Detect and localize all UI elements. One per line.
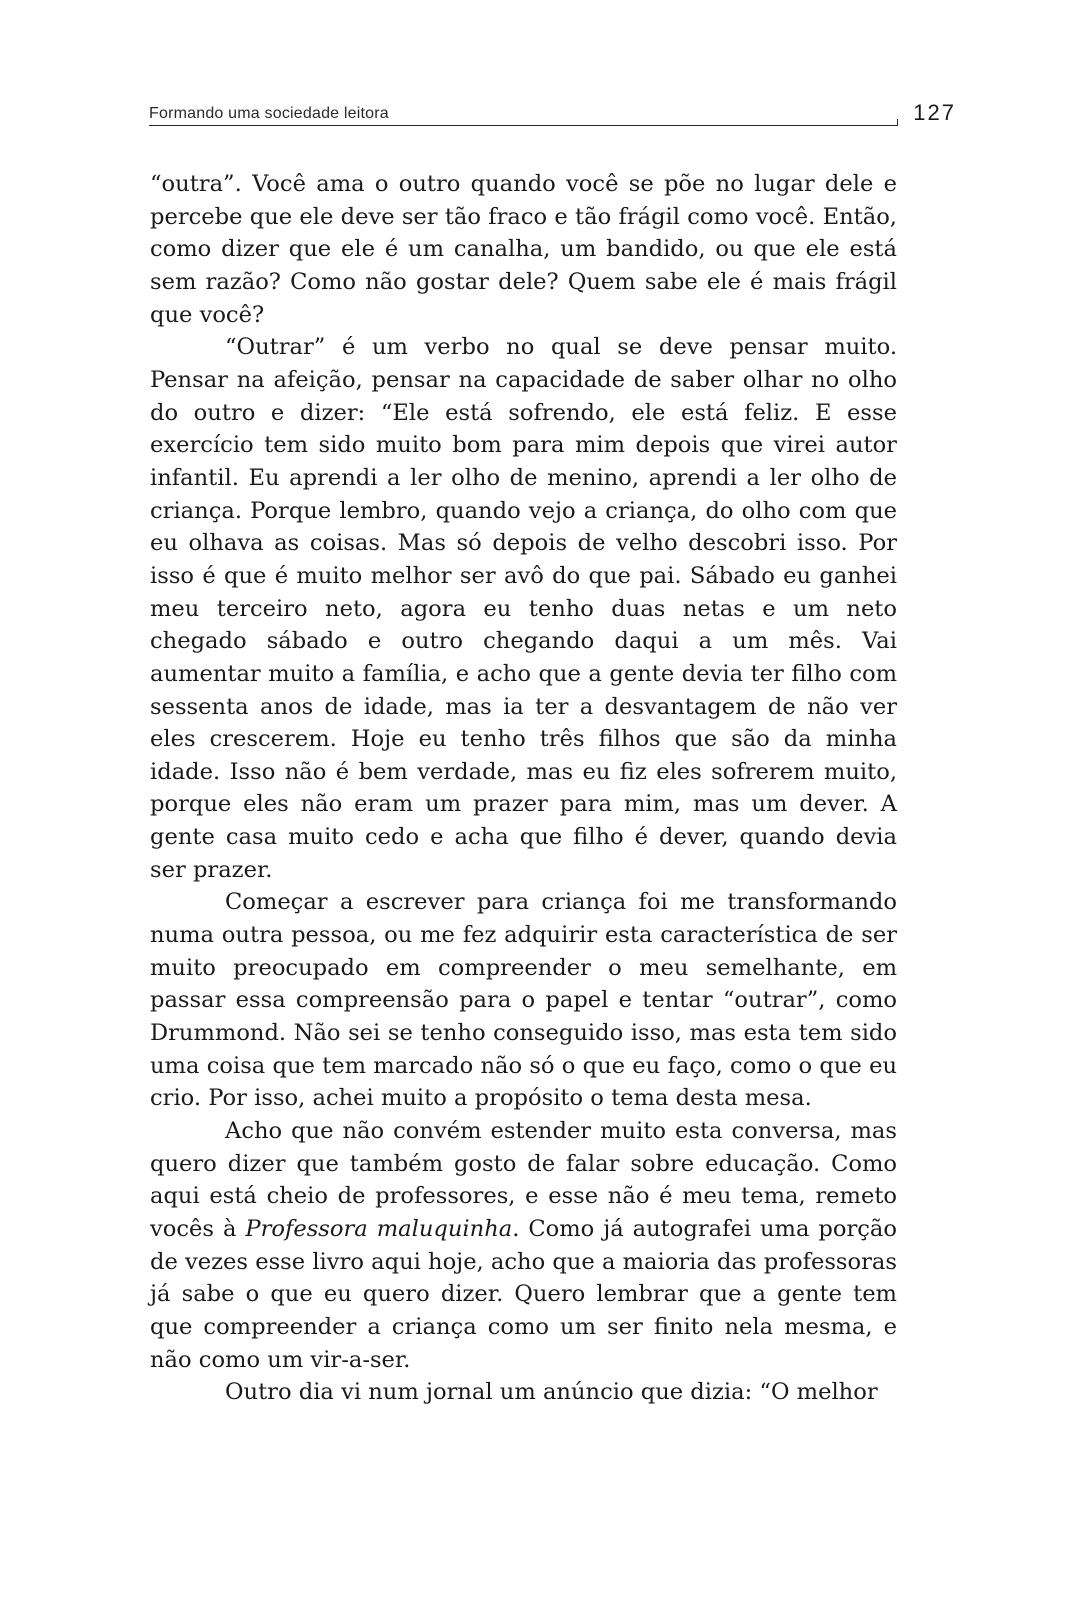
paragraph-4 [150, 1115, 897, 1376]
book-title-italic: Professora maluquinha [245, 1216, 513, 1242]
paragraph-4-text-start: Acho que não convém estender muito esta conversa, mas quero dizer que também gosto de falar sobre educação. Como aqui está cheio de professores, e esse não é meu tema, remeto vocês à [150, 1118, 897, 1242]
body-text [150, 168, 897, 1409]
paragraph-3: Começar a escrever para criança foi me transformando numa outra pessoa, ou me fez adquirir esta característica de ser muito preocupado em compreender o meu semelhante, em passar essa compreensão para o papel e tentar “outrar”, como Drummond. Não sei se tenho conseguido isso, mas esta tem sido uma coisa que tem marcado não só o que eu faço, como o que eu crio. Por isso, achei muito a propósito o tema desta mesa. [150, 889, 897, 1112]
paragraph-5: Outro dia vi num jornal um anúncio que dizia: “O melhor [225, 1379, 878, 1406]
running-title: Formando uma sociedade leitora [149, 105, 389, 122]
page-number: 127 [913, 100, 956, 125]
paragraph-2: “Outrar” é um verbo no qual se deve pensar muito. Pensar na afeição, pensar na capacidade de saber olhar no olho do outro e dizer: “Ele está sofrendo, ele está feliz. E esse exercício tem sido muito bom para mim depois que virei autor infantil. Eu aprendi a ler olho de menino, aprendi a ler olho de criança. Porque lembro, quando vejo a criança, do olho com que eu olhava as coisas. Mas só depois de velho descobri isso. Por isso é que é muito melhor ser avô do que pai. Sábado eu ganhei meu terceiro neto, agora eu tenho duas netas e um neto chegado sábado e outro chegando daqui a um mês. Vai aumentar muito a família, e acho que a gente devia ter filho com sessenta anos de idade, mas ia ter a desvantagem de não ver eles crescerem. Hoje eu tenho três filhos que são da minha idade. Isso não é bem verdade, mas eu fiz eles sofrerem muito, porque eles não eram um prazer para mim, mas um dever. A gente casa muito cedo e acha que filho é dever, quando devia ser prazer. [150, 334, 897, 883]
header-rule-tick [897, 119, 898, 126]
running-header [149, 100, 960, 128]
header-rule [149, 125, 897, 126]
paragraph-1: “outra”. Você ama o outro quando você se põe no lugar dele e percebe que ele deve ser tão fraco e tão frágil como você. Então, como dizer que ele é um canalha, um bandido, ou que ele está sem razão? Como não gostar dele? Quem sabe ele é mais frágil que você? [150, 171, 897, 328]
paragraph-4-text-end: . Como já autografei uma porção de vezes esse livro aqui hoje, acho que a maioria das professoras já sabe o que eu quero dizer. Quero lembrar que a gente tem que compreender a criança como um ser finito nela mesma, e não como um vir-a-ser. [150, 1216, 897, 1373]
